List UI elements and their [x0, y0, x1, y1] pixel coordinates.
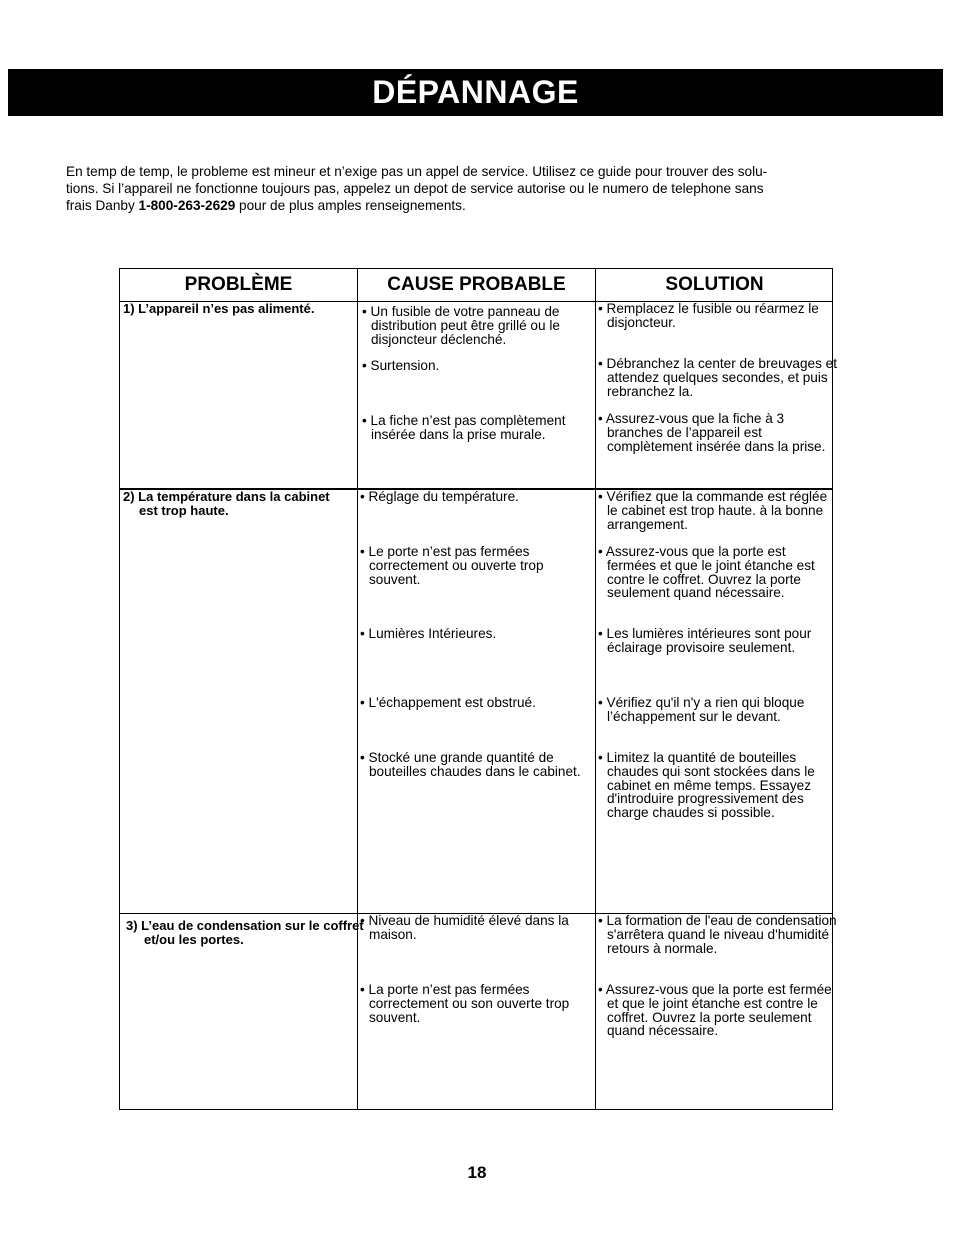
solution-3-1: • La formation de l'eau de condensation s'arrêtera quand le niveau d'humidité retours à normale.	[598, 913, 837, 956]
solution-3-2: • Assurez-vous que la porte est fermée et que le joint étanche est contre le coffret. Ouvrez la porte seulement quand nécessaire.	[598, 982, 832, 1039]
column-divider	[595, 268, 596, 1110]
problem-2: 2) La température dans la cabinet est trop haute.	[123, 489, 330, 518]
cause-2-5: • Stocké une grande quantité de bouteilles chaudes dans le cabinet.	[360, 750, 581, 779]
cause-3-2: • La porte n’est pas fermées correctement ou son ouverte trop souvent.	[360, 982, 570, 1025]
column-divider	[357, 268, 358, 1110]
cause-1-1: • Un fusible de votre panneau de distribution peut être grillé ou le disjoncteur déclenché.	[362, 304, 560, 347]
cause-2-1: • Réglage du température.	[360, 489, 519, 504]
intro-line-3-end: pour de plus amples renseignements.	[235, 198, 466, 213]
header-problem: PROBLÈME	[184, 274, 293, 295]
cause-1-2: • Surtension.	[362, 358, 440, 373]
solution-2-4: • Vérifiez qu'il n'y a rien qui bloque l’échappement sur le devant.	[598, 695, 805, 724]
solution-2-3: • Les lumières intérieures sont pour éclairage provisoire seulement.	[598, 626, 812, 655]
solution-2-1: • Vérifiez que la commande est réglée le cabinet est trop haute. à la bonne arrangement.	[598, 489, 828, 532]
solution-2-5: • Limitez la quantité de bouteilles chaudes qui sont stockées dans le cabinet en même temps. Essayez d'introduire progressivement des charge chaudes si possible.	[598, 750, 815, 821]
title-bar	[8, 69, 943, 116]
intro-line-3	[66, 197, 866, 214]
page-number: 18	[467, 1163, 487, 1182]
cause-3-1: • Niveau de humidité élevé dans la maison.	[360, 913, 569, 942]
header-solution: SOLUTION	[665, 274, 764, 295]
solution-1-1: • Remplacez le fusible ou réarmez le disjoncteur.	[598, 301, 819, 330]
solution-2-2: • Assurez-vous que la porte est fermées et que le joint étanche est contre le coffret. Ouvrez la porte seulement quand nécessaire.	[598, 544, 815, 601]
cause-2-2: • Le porte n’est pas fermées correctement ou ouverte trop souvent.	[360, 544, 544, 587]
intro-line-2: tions. Si l’appareil ne fonctionne toujours pas, appelez un depot de service autorise ou le numero de telephone sans	[66, 181, 764, 196]
problem-3: 3) L’eau de condensation sur le coffret et/ou les portes.	[126, 918, 364, 947]
cause-2-4: • L'échappement est obstrué.	[360, 695, 536, 710]
cause-1-3: • La fiche n’est pas complètement insérée dans la prise murale.	[362, 413, 566, 442]
header-cause: CAUSE PROBABLE	[387, 274, 566, 295]
page-title: DÉPANNAGE	[372, 74, 579, 110]
solution-1-3: • Assurez-vous que la fiche à 3 branches de l’appareil est complètement insérée dans la prise.	[598, 411, 826, 454]
intro-paragraph	[66, 163, 866, 214]
cause-2-3: • Lumières Intérieures.	[360, 626, 497, 641]
intro-line-1: En temp de temp, le probleme est mineur et n’exige pas un appel de service. Utilisez ce guide pour trouver des solu-	[66, 164, 768, 179]
intro-line-3-start: frais Danby	[66, 198, 139, 213]
problem-1: 1) L’appareil n’es pas alimenté.	[123, 301, 315, 316]
solution-1-2: • Débranchez la center de breuvages et attendez quelques secondes, et puis rebranchez la.	[598, 356, 838, 399]
phone-number: 1-800-263-2629	[138, 198, 236, 213]
